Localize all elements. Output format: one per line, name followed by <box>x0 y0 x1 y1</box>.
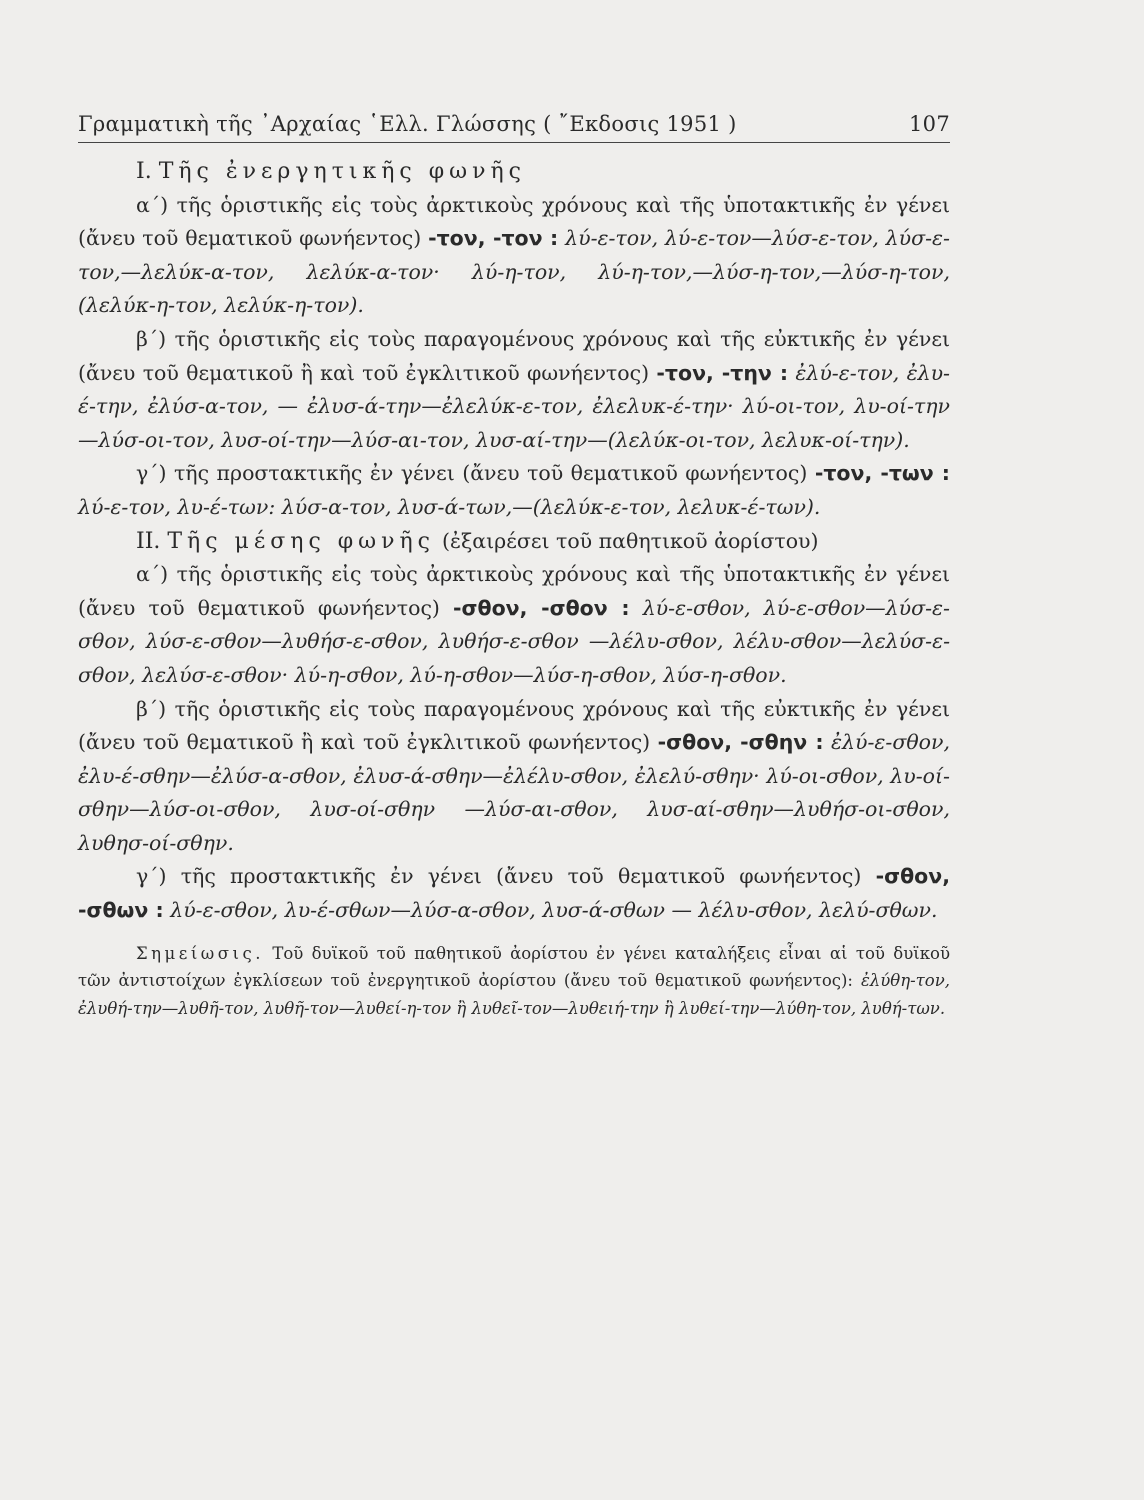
example-forms: λύ-ε-σθον, λυ-έ-σθων—λύσ-α-σθον, λυσ-ά-σθων — λέλυ-σθον, λελύ-σθων. <box>170 898 938 923</box>
footnote-text: Τοῦ δυϊκοῦ τοῦ παθητικοῦ ἀορίστου ἐν γένει καταλήξεις εἶναι αἱ τοῦ δυϊκοῦ τῶν ἀντιστοίχων ἐγκλίσεων τοῦ ἐνεργητικοῦ ἀορίστου (ἄνευ τοῦ θεματικοῦ φωνήεντος): <box>78 943 950 991</box>
paragraph-intro: γ´) τῆς προστακτικῆς ἐν γένει (ἄνευ τοῦ θεματικοῦ φωνήεντος) <box>136 864 862 889</box>
example-forms: λύ-ε-σθον, λύ-ε-σθον—λύσ-ε-σθον, λύσ-ε-σθον—λυθήσ-ε-σθον, λυθήσ-ε-σθον —λέλυ-σθον, λέλυ-σθον—λελύσ-ε-σθον, λελύσ-ε-σθον· λύ-η-σθον, λύ-η-σθον—λύσ-η-σθον, λύσ-η-σθον. <box>78 595 950 687</box>
section-number-active: I. <box>136 159 152 184</box>
footnote <box>78 940 950 1023</box>
section-title-middle: Τῆς μέσης φωνῆς <box>167 528 435 554</box>
paragraph-active-b <box>78 323 950 457</box>
section-note-middle: (ἐξαιρέσει τοῦ παθητικοῦ ἀορίστου) <box>441 528 819 553</box>
paragraph-middle-c <box>78 860 950 927</box>
section-heading-active <box>78 155 950 189</box>
section-heading-middle <box>78 525 950 559</box>
paragraph-active-c <box>78 457 950 524</box>
ending-list: -σθον, -σθον : <box>453 595 630 620</box>
ending-list: -σθον, -σθων : <box>78 864 950 923</box>
paragraph-active-a <box>78 189 950 323</box>
footnote-forms: ἐλύθη-τον, ἐλυθή-την—λυθῆ-τον, λυθῆ-τον—λυθεί-η-τον ἢ λυθεῖ-τον—λυθειή-την ἢ λυθεί-την—λύθη-τον, λυθή-των. <box>78 971 951 1018</box>
paragraph-intro: γ´) τῆς προστακτικῆς ἐν γένει (ἄνευ τοῦ θεματικοῦ φωνήεντος) <box>136 461 808 486</box>
section-title-active: Τῆς ἐνεργητικῆς φωνῆς <box>158 159 526 184</box>
example-forms: λύ-ε-τον, λύ-ε-τον—λύσ-ε-τον, λύσ-ε-τον,—λελύκ-α-τον, λελύκ-α-τον· λύ-η-τον, λύ-η-τον,—λύσ-η-τον,—λύσ-η-τον, (λελύκ-η-τον, λελύκ-η-τον). <box>78 226 950 318</box>
page-body <box>78 155 950 928</box>
running-title: Γραμματικὴ τῆς ᾿Αρχαίας ῾Ελλ. Γλώσσης ( ῎Εκδοσις 1951 ) <box>78 112 737 136</box>
running-header <box>78 112 950 143</box>
ending-list: -σθον, -σθην : <box>657 730 824 755</box>
paragraph-middle-a <box>78 558 950 692</box>
example-forms: ἐλύ-ε-τον, ἐλυ-έ-την, ἐλύσ-α-τον, — ἐλυσ-ά-την—ἐλελύκ-ε-τον, ἐλελυκ-έ-την· λύ-οι-τον, λυ-οί-την—λύσ-οι-τον, λυσ-οί-την—λύσ-αι-τον, λυσ-αί-την—(λελύκ-οι-τον, λελυκ-οί-την). <box>78 360 950 452</box>
example-forms: ἐλύ-ε-σθον, ἐλυ-έ-σθην—ἐλύσ-α-σθον, ἐλυσ-ά-σθην—ἐλέλυ-σθον, ἐλελύ-σθην· λύ-οι-σθον, λυ-οί-σθην—λύσ-οι-σθον, λυσ-οί-σθην —λύσ-αι-σθον, λυσ-αί-σθην—λυθήσ-οι-σθον, λυθησ-οί-σθην. <box>78 730 950 855</box>
paragraph-intro: β´) τῆς ὁριστικῆς εἰς τοὺς παραγομένους χρόνους καὶ τῆς εὐκτικῆς ἐν γένει (ἄνευ τοῦ θεματικοῦ ἢ καὶ τοῦ ἐγκλιτικοῦ φωνήεντος) <box>78 326 950 385</box>
ending-list: -τον, -την : <box>656 360 789 385</box>
paragraph-middle-b <box>78 693 950 861</box>
paragraph-intro: α´) τῆς ὁριστικῆς εἰς τοὺς ἀρκτικοὺς χρόνους καὶ τῆς ὑποτακτικῆς ἐν γένει (ἄνευ τοῦ θεματικοῦ φωνήεντος) <box>78 562 950 620</box>
book-page <box>78 112 950 1039</box>
paragraph-intro: β´) τῆς ὁριστικῆς εἰς τοὺς παραγομένους χρόνους καὶ τῆς εὐκτικῆς ἐν γένει (ἄνευ τοῦ θεματικοῦ ἢ καὶ τοῦ ἐγκλιτικοῦ φωνήεντος) <box>78 696 950 755</box>
footnote-lead: Σημείωσις. <box>136 943 264 963</box>
example-forms: λύ-ε-τον, λυ-έ-των: λύσ-α-τον, λυσ-ά-των,—(λελύκ-ε-τον, λελυκ-έ-των). <box>78 494 821 519</box>
paragraph-intro: α´) τῆς ὁριστικῆς εἰς τοὺς ἀρκτικοὺς χρόνους καὶ τῆς ὑποτακτικῆς ἐν γένει (ἄνευ τοῦ θεματικοῦ φωνήεντος) <box>78 192 950 251</box>
page-number: 107 <box>909 112 950 136</box>
ending-list: -τον, -τον : <box>428 226 559 251</box>
ending-list: -τον, -των : <box>814 461 950 486</box>
section-number-middle: II. <box>136 528 161 554</box>
